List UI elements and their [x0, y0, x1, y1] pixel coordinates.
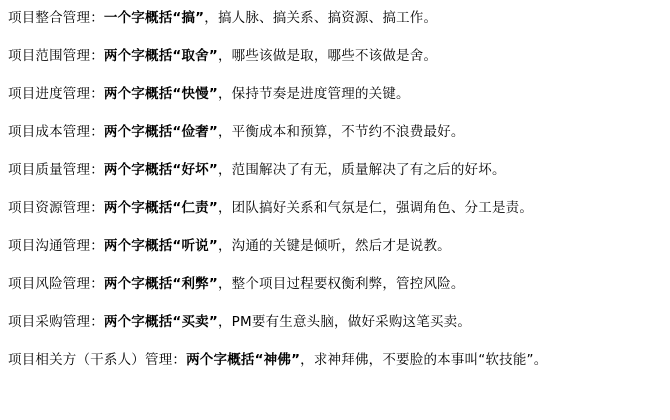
- line-lead: 项目沟通管理：: [8, 238, 104, 254]
- line-lead: 项目成本管理：: [8, 124, 104, 140]
- line-strong: 两个字概括“利弊”: [103, 276, 218, 292]
- text-line: [8, 200, 662, 217]
- text-line: [8, 48, 662, 65]
- line-lead: 项目资源管理：: [8, 200, 104, 216]
- line-tail: ，搞人脉、搞关系、搞资源、搞工作。: [204, 10, 438, 26]
- text-line: [8, 314, 662, 331]
- text-line: [8, 10, 662, 27]
- line-tail: ，求神拜佛，不要脸的本事叫“软技能”。: [300, 352, 548, 368]
- line-lead: 项目范围管理：: [8, 48, 104, 64]
- line-strong: 两个字概括“好坏”: [103, 162, 218, 178]
- line-tail: ，团队搞好关系和气氛是仁，强调角色、分工是责。: [217, 200, 534, 216]
- text-line: [8, 86, 662, 103]
- line-lead: 项目质量管理：: [8, 162, 104, 178]
- line-tail: ，沟通的关键是倾听，然后才是说教。: [217, 238, 451, 254]
- line-strong: 一个字概括“搞”: [103, 10, 205, 26]
- line-tail: ，保持节奏是进度管理的关键。: [217, 86, 410, 102]
- line-lead: 项目采购管理：: [8, 314, 104, 330]
- line-tail: ，范围解决了有无，质量解决了有之后的好坏。: [217, 162, 506, 178]
- text-line: [8, 276, 662, 293]
- line-lead: 项目风险管理：: [8, 276, 104, 292]
- line-tail: ，哪些该做是取，哪些不该做是舍。: [217, 48, 438, 64]
- line-strong: 两个字概括“听说”: [103, 238, 218, 254]
- text-line: [8, 162, 662, 179]
- text-line: [8, 238, 662, 255]
- text-line: [8, 352, 662, 369]
- line-lead: 项目进度管理：: [8, 86, 104, 102]
- line-tail: ，平衡成本和预算，不节约不浪费最好。: [217, 124, 465, 140]
- line-strong: 两个字概括“取舍”: [103, 48, 218, 64]
- line-strong: 两个字概括“仁责”: [103, 200, 218, 216]
- line-strong: 两个字概括“俭奢”: [103, 124, 218, 140]
- line-lead: 项目相关方（干系人）管理：: [8, 352, 187, 368]
- line-tail: ，PM要有生意头脑，做好采购这笔买卖。: [217, 314, 472, 330]
- line-strong: 两个字概括“神佛”: [186, 352, 301, 368]
- line-lead: 项目整合管理：: [8, 10, 104, 26]
- text-line: [8, 124, 662, 141]
- line-strong: 两个字概括“买卖”: [103, 314, 218, 330]
- line-strong: 两个字概括“快慢”: [103, 86, 218, 102]
- line-tail: ，整个项目过程要权衡利弊，管控风险。: [217, 276, 465, 292]
